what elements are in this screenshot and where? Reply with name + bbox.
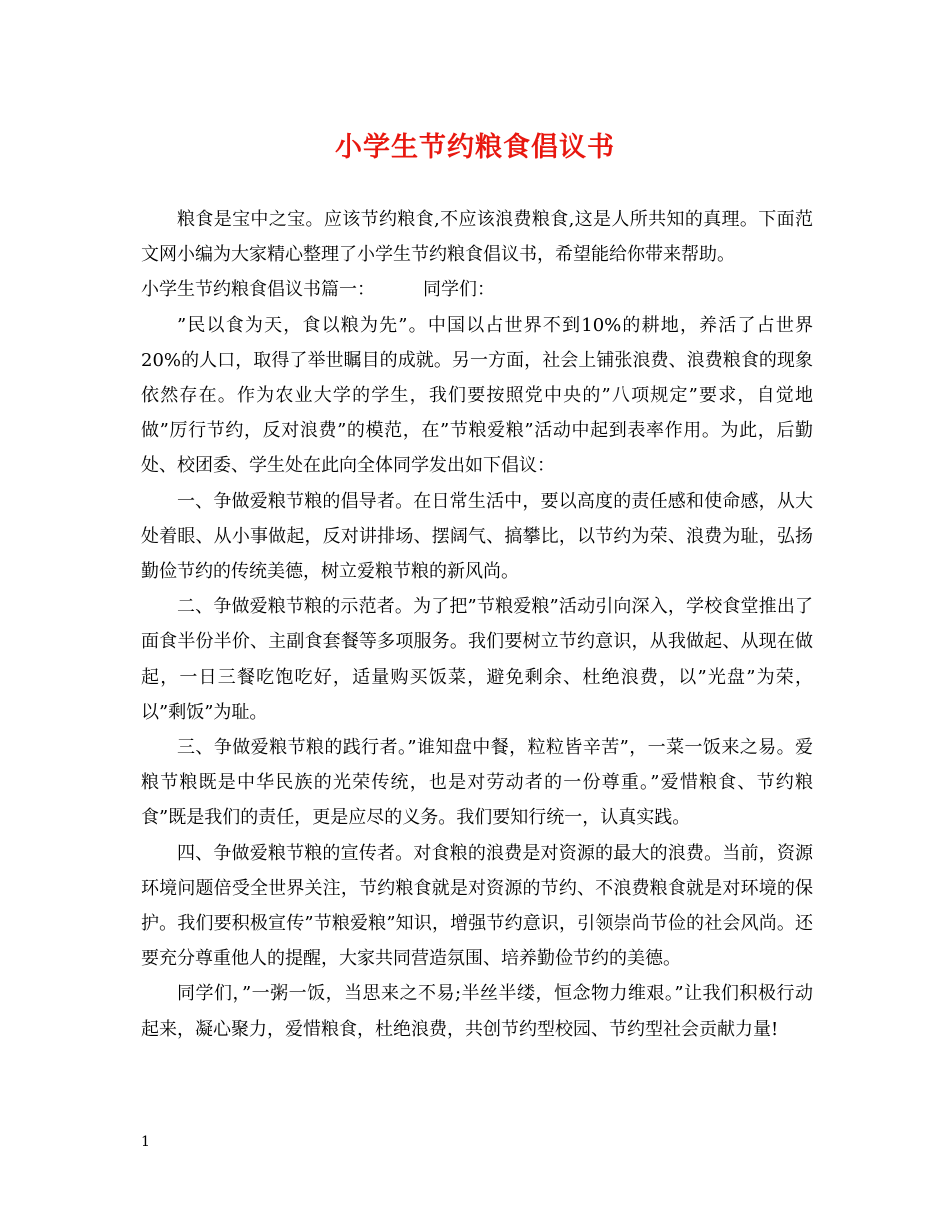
section-heading-line	[141, 272, 813, 307]
paragraph-3: 二、争做爱粮节粮的示范者。为了把”节粮爱粮”活动引向深入，学校食堂推出了面食半份半价、主副食套餐等多项服务。我们要树立节约意识，从我做起、从现在做起，一日三餐吃饱吃好，适量购买饭菜，避免剩余、杜绝浪费，以”光盘”为荣，以”剩饭”为耻。	[141, 596, 813, 723]
paragraph-6: 同学们，”一粥一饭，当思来之不易;半丝半缕，恒念物力维艰。”让我们积极行动起来，凝心聚力，爱惜粮食，杜绝浪费，共创节约型校园、节约型社会贡献力量!	[141, 983, 813, 1040]
paragraph-4: 三、争做爱粮节粮的践行者。”谁知盘中餐，粒粒皆辛苦”，一菜一饭来之易。爱粮节粮既是中华民族的光荣传统，也是对劳动者的一份尊重。”爱惜粮食、节约粮食”既是我们的责任，更是应尽的义务。我们要知行统一，认真实践。	[141, 737, 813, 829]
paragraph-5: 四、争做爱粮节粮的宣传者。对食粮的浪费是对资源的最大的浪费。当前，资源环境问题倍受全世界关注，节约粮食就是对资源的节约、不浪费粮食就是对环境的保护。我们要积极宣传”节粮爱粮”知识，增强节约意识，引领崇尚节俭的社会风尚。还要充分尊重他人的提醒，大家共同营造氛围、培养勤俭节约的美德。	[141, 842, 813, 970]
paragraph-1: ”民以食为天，食以粮为先”。中国以占世界不到10%的耕地，养活了占世界20%的人口，取得了举世瞩目的成就。另一方面，社会上铺张浪费、浪费粮食的现象依然存在。作为农业大学的学生，我们要按照党中央的”八项规定”要求，自觉地做”厉行节约，反对浪费”的模范，在”节粮爱粮”活动中起到表率作用。为此，后勤处、校团委、学生处在此向全体同学发出如下倡议：	[141, 314, 813, 477]
salutation: 同学们：	[423, 279, 495, 301]
paragraph-2: 一、争做爱粮节粮的倡导者。在日常生活中，要以高度的责任感和使命感，从大处着眼、从小事做起，反对讲排场、摆阔气、搞攀比，以节约为荣、浪费为耻，弘扬勤俭节约的传统美德，树立爱粮节粮的新风尚。	[141, 490, 813, 583]
document-title: 小学生节约粮食倡议书	[335, 132, 615, 163]
document-body	[141, 202, 813, 1047]
section-heading: 小学生节约粮食倡议书篇一：	[141, 279, 375, 301]
intro-paragraph: 粮食是宝中之宝。应该节约粮食,不应该浪费粮食,这是人所共知的真理。下面范文网小编为大家精心整理了小学生节约粮食倡议书，希望能给你带来帮助。	[141, 209, 813, 266]
page-number: 1	[141, 1134, 150, 1150]
